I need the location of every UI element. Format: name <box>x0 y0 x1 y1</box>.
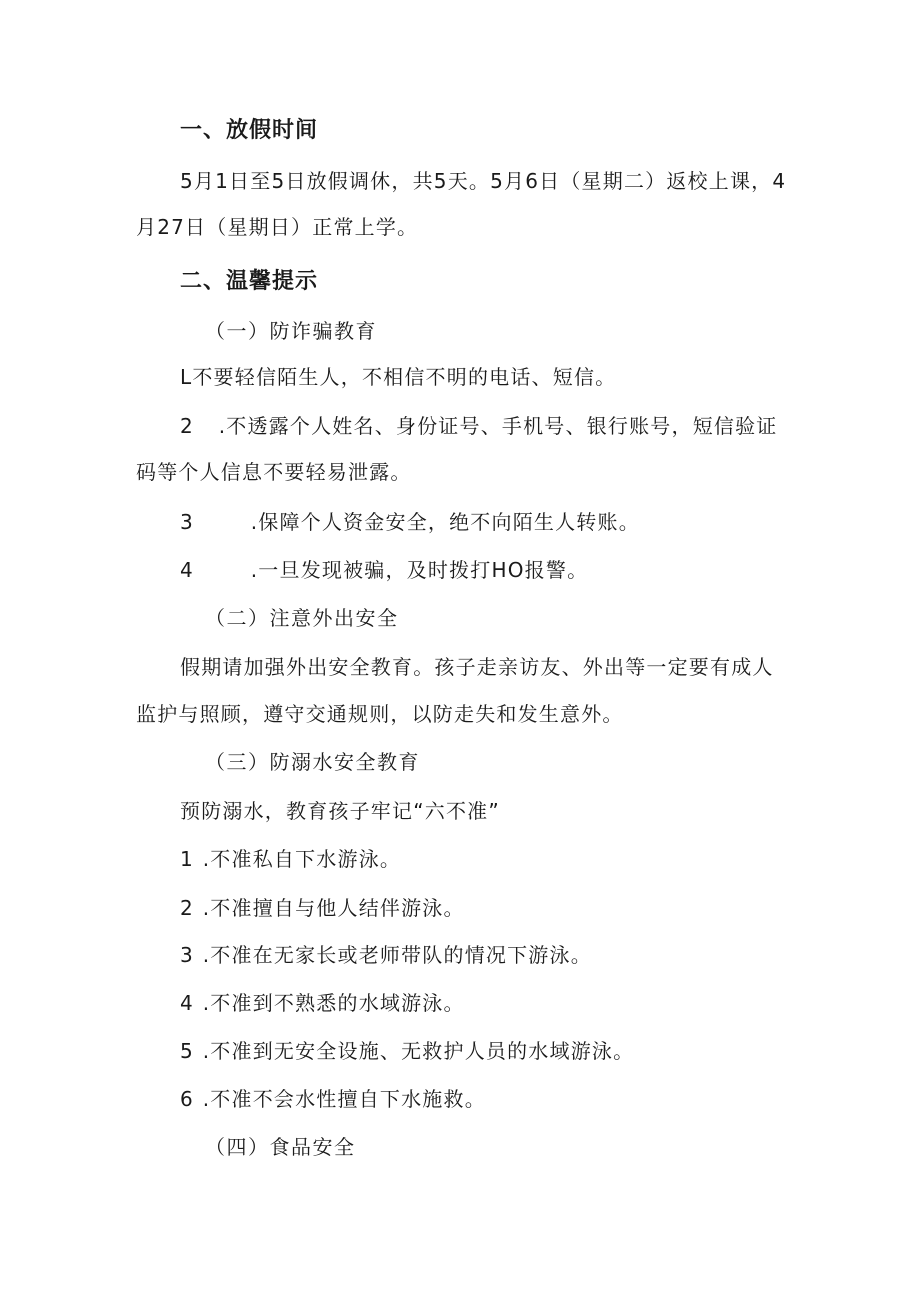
list-number: 3 <box>180 943 193 967</box>
drowning-title: （三）防溺水安全教育 <box>205 750 420 774</box>
food-title: （四）食品安全 <box>205 1135 356 1159</box>
list-text: .不准到不熟悉的水域游泳。 <box>202 991 465 1015</box>
list-text: .不准不会水性擅自下水施救。 <box>202 1087 486 1111</box>
list-number: 4 <box>180 991 193 1015</box>
holiday-heading: 一、放假时间 <box>180 118 319 143</box>
list-text: .不准私自下水游泳。 <box>202 847 402 871</box>
list-item <box>180 894 465 922</box>
list-number: 4 <box>180 558 193 582</box>
list-number: 2 <box>180 896 193 920</box>
outing-title: （二）注意外出安全 <box>205 606 399 630</box>
list-text: .不透露个人姓名、身份证号、手机号、银行账号，短信验证 <box>218 414 778 438</box>
drowning-intro: 预防溺水，教育孩子牢记“六不准” <box>180 799 500 823</box>
list-number: 1 <box>180 847 193 871</box>
list-item <box>180 845 401 873</box>
list-number: 2 <box>180 414 193 438</box>
list-item <box>180 1037 634 1065</box>
list-text: .一旦发现被骗，及时拨打HO报警。 <box>250 558 589 582</box>
list-item <box>180 1085 486 1113</box>
anti-fraud-item-2-line-1 <box>180 412 778 440</box>
list-item <box>180 941 592 969</box>
list-number: 3 <box>180 510 193 534</box>
anti-fraud-item-1: L不要轻信陌生人，不相信不明的电话、短信。 <box>180 365 617 389</box>
list-number: 6 <box>180 1087 193 1111</box>
anti-fraud-item-3 <box>180 508 640 536</box>
list-number: 5 <box>180 1039 193 1063</box>
list-text: .不准到无安全设施、无救护人员的水域游泳。 <box>202 1039 635 1063</box>
anti-fraud-item-4 <box>180 556 588 584</box>
holiday-paragraph-line-1: 5月1日至5日放假调休，共5天。5月6日（星期二）返校上课，4 <box>180 169 787 193</box>
list-text: .保障个人资金安全，绝不向陌生人转账。 <box>250 510 640 534</box>
anti-fraud-title: （一）防诈骗教育 <box>205 319 377 343</box>
tips-heading: 二、温馨提示 <box>180 269 319 294</box>
anti-fraud-item-2-line-2: 码等个人信息不要轻易泄露。 <box>136 460 412 484</box>
outing-paragraph-line-2: 监护与照顾，遵守交通规则，以防走失和发生意外。 <box>136 702 624 726</box>
list-text: .不准擅自与他人结伴游泳。 <box>202 896 465 920</box>
holiday-paragraph-line-2: 月27日（星期日）正常上学。 <box>136 215 419 239</box>
list-item <box>180 989 465 1017</box>
outing-paragraph-line-1: 假期请加强外出安全教育。孩子走亲访友、外出等一定要有成人 <box>180 655 774 679</box>
list-text: .不准在无家长或老师带队的情况下游泳。 <box>202 943 592 967</box>
